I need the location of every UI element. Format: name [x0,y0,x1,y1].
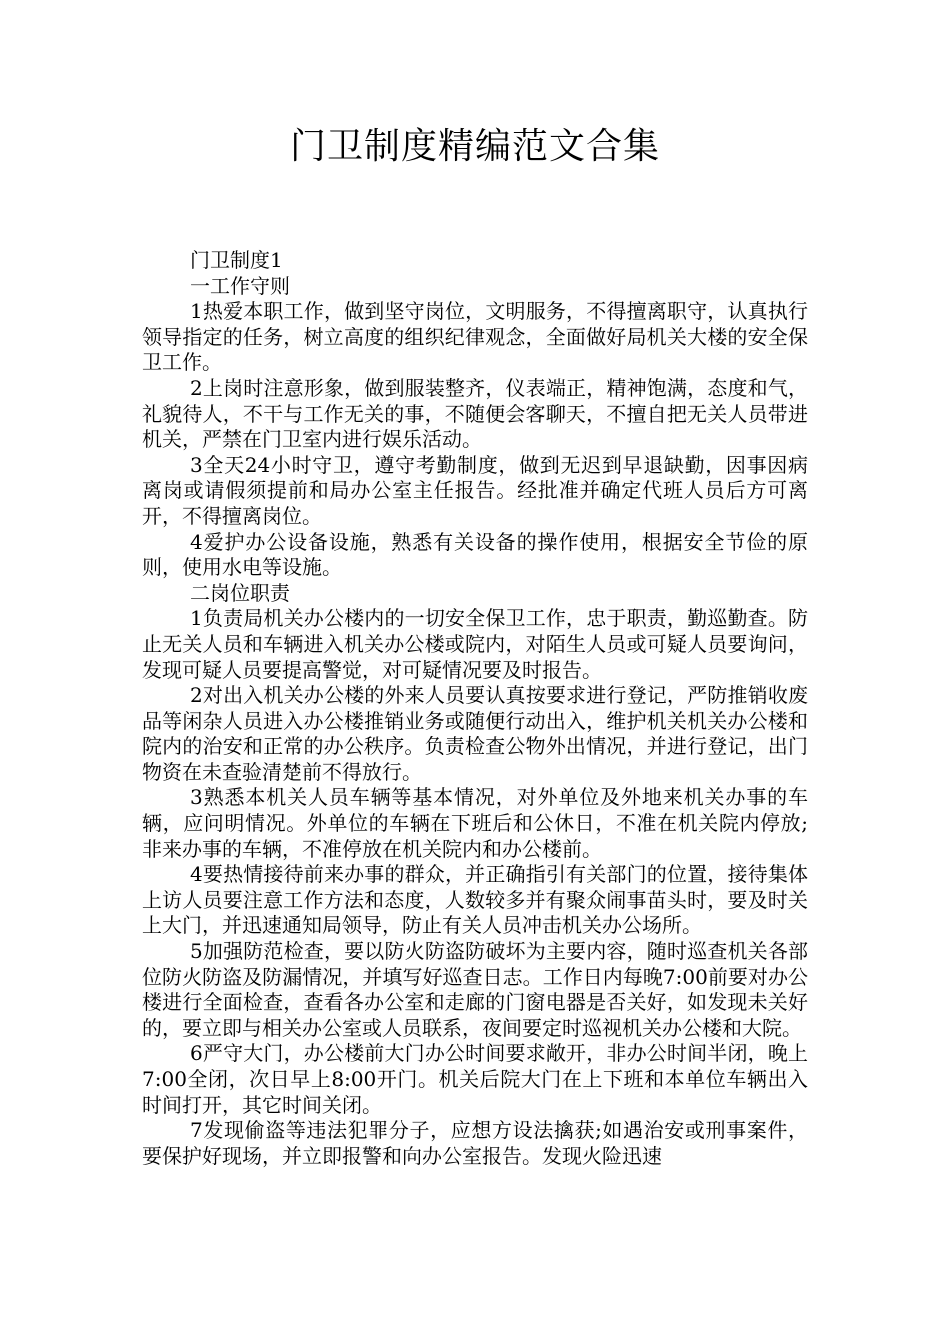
document-title: 门卫制度精编范文合集 [289,126,660,167]
paragraph: 2对出入机关办公楼的外来人员要认真按要求进行登记，严防推销收废品等闲杂人员进入办公楼推销业务或随便行动出入，维护机关机关办公楼和院内的治安和正常的办公秩序。负责检查公物外出情况，并进行登记，出门物资在未查验清楚前不得放行。 [142,683,808,784]
paragraph: 4爱护办公设备设施，熟悉有关设备的操作使用，根据安全节俭的原则，使用水电等设施。 [142,529,808,580]
document-body [142,248,808,1169]
paragraph: 3熟悉本机关人员车辆等基本情况，对外单位及外地来机关办事的车辆，应问明情况。外单位的车辆在下班后和公休日，不准在机关院内停放;非来办事的车辆，不准停放在机关院内和办公楼前。 [142,785,808,861]
paragraph-subheading: 一工作守则 [190,273,290,298]
paragraph-section-heading: 门卫制度1 [190,248,283,272]
paragraph: 2上岗时注意形象，做到服装整齐，仪表端正，精神饱满，态度和气，礼貌待人，不干与工作无关的事，不随便会客聊天，不擅自把无关人员带进机关，严禁在门卫室内进行娱乐活动。 [142,375,808,452]
paragraph: 4要热情接待前来办事的群众，并正确指引有关部门的位置，接待集体上访人员要注意工作方法和态度，人数较多并有聚众闹事苗头时，要及时关上大门，并迅速通知局领导，防止有关人员冲击机关办公场所。 [142,862,808,938]
paragraph: 1热爱本职工作，做到坚守岗位，文明服务，不得擅离职守，认真执行领导指定的任务，树立高度的组织纪律观念，全面做好局机关大楼的安全保卫工作。 [142,299,808,375]
paragraph: 1负责局机关办公楼内的一切安全保卫工作，忠于职责，勤巡勤查。防止无关人员和车辆进入机关办公楼或院内，对陌生人员或可疑人员要询问，发现可疑人员要提高警觉，对可疑情况要及时报告。 [142,606,808,682]
paragraph: 3全天24小时守卫，遵守考勤制度，做到无迟到早退缺勤，因事因病离岗或请假须提前和局办公室主任报告。经批准并确定代班人员后方可离开，不得擅离岗位。 [142,452,808,528]
paragraph: 6严守大门，办公楼前大门办公时间要求敞开，非办公时间半闭，晚上7:00全闭，次日早上8:00开门。机关后院大门在上下班和本单位车辆出入时间打开，其它时间关闭。 [142,1041,808,1117]
paragraph-subheading: 二岗位职责 [190,580,290,605]
paragraph: 7发现偷盗等违法犯罪分子，应想方设法擒获;如遇治安或刑事案件，要保护好现场，并立即报警和向办公室报告。发现火险迅速 [142,1118,808,1168]
paragraph: 5加强防范检查，要以防火防盗防破坏为主要内容，随时巡查机关各部位防火防盗及防漏情况，并填写好巡查日志。工作日内每晚7:00前要对办公楼进行全面检查，查看各办公室和走廊的门窗电器是否关好，如发现未关好的，要立即与相关办公室或人员联系，夜间要定时巡视机关办公楼和大院。 [142,939,808,1040]
